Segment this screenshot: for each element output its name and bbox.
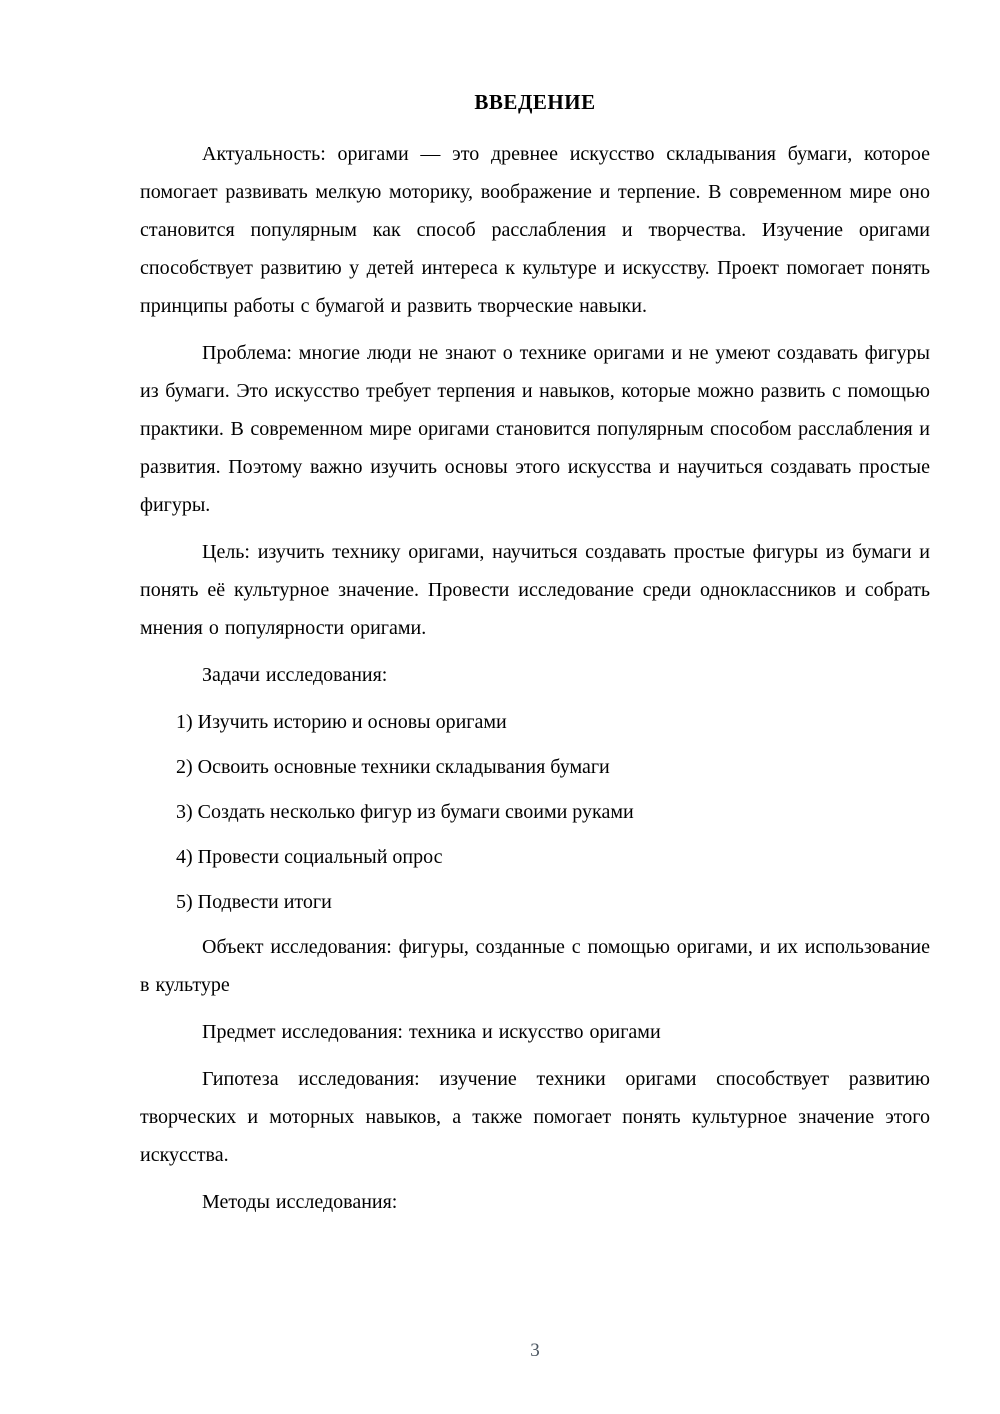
paragraph-object: Объект исследования: фигуры, созданные с помощью оригами, и их использование в культуре	[140, 936, 930, 996]
paragraph-relevance: Актуальность: оригами — это древнее искусство складывания бумаги, которое помогает развивать мелкую моторику, воображение и терпение. В современном мире оно становится популярным как способ расслабления и творчества. Изучение оригами способствует развитию у детей интереса к культуре и искусству. Проект помогает понять принципы работы с бумагой и развить творческие навыки.	[140, 143, 930, 317]
page-number: 3	[530, 1340, 540, 1361]
methods-heading: Методы исследования:	[202, 1191, 398, 1213]
document-title: ВВЕДЕНИЕ	[474, 90, 596, 114]
paragraph-problem: Проблема: многие люди не знают о технике оригами и не умеют создавать фигуры из бумаги. Это искусство требует терпения и навыков, которые можно развить с помощью практики. В современном мире оригами становится популярным способом расслабления и развития. Поэтому важно изучить основы этого искусства и научиться создавать простые фигуры.	[140, 342, 930, 516]
tasks-heading: Задачи исследования:	[202, 664, 388, 686]
task-item-2: 2) Освоить основные техники складывания бумаги	[176, 756, 610, 778]
tasks-list	[140, 703, 930, 921]
paragraph-goal: Цель: изучить технику оригами, научиться создавать простые фигуры из бумаги и понять её культурное значение. Провести исследование среди одноклассников и собрать мнения о популярности оригами.	[140, 541, 930, 639]
paragraph-hypothesis: Гипотеза исследования: изучение техники оригами способствует развитию творческих и моторных навыков, а также помогает понять культурное значение этого искусства.	[140, 1068, 930, 1166]
task-item-3: 3) Создать несколько фигур из бумаги своими руками	[176, 801, 634, 823]
task-item-4: 4) Провести социальный опрос	[176, 846, 443, 868]
task-item-1: 1) Изучить историю и основы оригами	[176, 711, 507, 733]
task-item-5: 5) Подвести итоги	[176, 891, 332, 913]
paragraph-subject: Предмет исследования: техника и искусство оригами	[202, 1021, 661, 1043]
